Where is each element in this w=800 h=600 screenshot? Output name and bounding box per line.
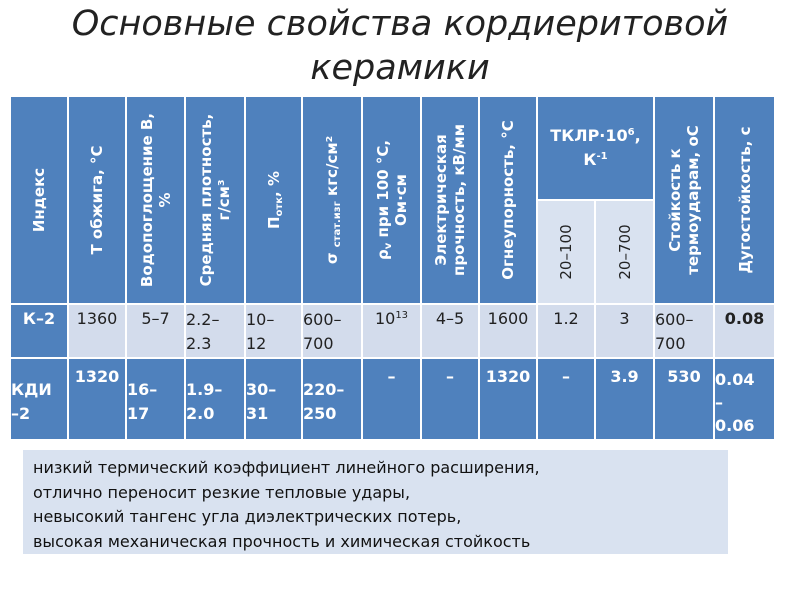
row2-firing-temp-value: 1320 xyxy=(74,367,120,386)
row1-strength-line1: 600– xyxy=(303,310,342,329)
row1-strength-line2: 700 xyxy=(303,334,334,353)
header-dielectric-line1: Электрическая xyxy=(432,134,450,266)
header-strength-sub: стат.изг xyxy=(332,201,343,248)
row1-porosity xyxy=(246,305,301,357)
header-resistivity-line2: Ом·см xyxy=(391,174,410,226)
row2-arc-line2: – xyxy=(715,392,723,412)
header-firing-temp xyxy=(69,97,125,303)
row1-resistivity-base: 10 xyxy=(374,309,396,328)
row2-water-absorption xyxy=(127,359,184,439)
row1-thermal-shock xyxy=(655,305,713,357)
row1-resistivity xyxy=(363,305,420,357)
header-porosity-main: П xyxy=(264,216,283,229)
header-tklr-line1: $ТКЛР\cdot 10^6$, xyxy=(550,126,641,145)
header-water-absorption xyxy=(127,97,184,303)
row2-index-line2: –2 xyxy=(11,404,31,423)
header-tklr-line2-main: К xyxy=(583,150,597,169)
title-line-2: керамики xyxy=(310,48,490,88)
row2-density-line2: 2.0 xyxy=(186,404,215,423)
row2-arc-line1: 0.04 xyxy=(715,369,755,389)
row2-density-line1: 1.9– xyxy=(186,380,223,399)
row1-water-absorption-value: 5–7 xyxy=(141,309,170,328)
header-tklr-range-20-700 xyxy=(596,201,653,303)
row2-tklr1-value: – xyxy=(562,367,570,386)
row2-tklr2-value: 3.9 xyxy=(610,367,639,386)
summary-line-1: низкий термический коэффициент линейного расширения, xyxy=(33,458,540,477)
row2-strength-line2: 250 xyxy=(303,404,337,423)
row2-tklr-20-700 xyxy=(596,359,653,439)
row1-resistivity-value xyxy=(375,307,408,331)
row1-density-line1: 2.2– xyxy=(186,310,220,329)
header-thermal-shock-line2: термоударам, оС xyxy=(684,125,702,275)
row2-resistivity xyxy=(363,359,420,439)
row2-water-absorption-line1: 16– xyxy=(127,380,158,399)
row1-thermal-shock-line2: 700 xyxy=(655,334,686,353)
row1-firing-temp xyxy=(69,305,125,357)
row1-tklr-20-100 xyxy=(538,305,594,357)
header-refractoriness xyxy=(480,97,536,303)
row1-tklr1-value: 1.2 xyxy=(553,309,579,328)
row2-thermal-shock-value: 530 xyxy=(667,367,701,386)
row2-strength xyxy=(303,359,361,439)
header-dielectric-strength xyxy=(422,97,478,303)
header-dielectric-line2: прочность, кВ/мм xyxy=(450,124,468,276)
header-density-line1: Средняя плотность, xyxy=(197,113,215,287)
header-arc-resistance-label: Дугостойкость, с xyxy=(735,126,754,274)
header-resistivity-main: ρ xyxy=(373,249,392,261)
row2-refractoriness-value: 1320 xyxy=(485,367,531,386)
header-tklr xyxy=(538,97,653,199)
header-index-label: Индекс xyxy=(30,167,48,233)
header-porosity-tail: , % xyxy=(264,171,283,197)
summary-line-2: отлично переносит резкие тепловые удары, xyxy=(33,482,411,502)
row2-dielectric-value: – xyxy=(446,367,454,386)
header-arc-resistance xyxy=(715,97,774,303)
header-strength-label xyxy=(323,136,341,264)
header-resistivity-line1 xyxy=(374,140,392,260)
header-density xyxy=(186,97,244,303)
row1-index-value: К–2 xyxy=(22,309,56,328)
summary-line-3: невысокий тангенс угла диэлектрических потерь, xyxy=(33,507,462,526)
row1-porosity-line1: 10– xyxy=(246,310,275,329)
row1-refractoriness-value: 1600 xyxy=(487,309,529,328)
row1-dielectric-value: 4–5 xyxy=(435,309,465,328)
row2-porosity-line1: 30– xyxy=(246,380,277,399)
row1-dielectric xyxy=(422,305,478,357)
row1-tklr2-value: 3 xyxy=(619,309,630,328)
header-firing-temp-label: Т обжига, °С xyxy=(88,145,106,255)
row2-resistivity-value: – xyxy=(387,367,396,386)
row2-index-line1: КДИ xyxy=(11,380,52,399)
header-tklr-range-20-100 xyxy=(538,201,594,303)
header-water-absorption-line1: Водопоглощение В, xyxy=(137,112,156,288)
header-tklr-range2-label: 20–700 xyxy=(615,224,634,280)
row2-strength-line1: 220– xyxy=(303,380,345,399)
row2-arc-line3: 0.06 xyxy=(715,415,755,435)
row2-index xyxy=(11,359,67,439)
header-strength xyxy=(303,97,361,303)
header-water-absorption-line2: % xyxy=(155,192,174,208)
header-tklr-line2-sup: -1 xyxy=(596,151,608,162)
row1-firing-temp-value: 1360 xyxy=(76,309,118,328)
row2-firing-temp xyxy=(69,359,125,439)
row1-arc xyxy=(715,305,774,357)
row2-tklr-20-100 xyxy=(538,359,594,439)
row1-refractoriness xyxy=(480,305,536,357)
header-porosity-sub: отк xyxy=(273,196,285,217)
header-resistivity xyxy=(363,97,420,303)
row2-porosity-line2: 31 xyxy=(246,404,269,423)
row1-strength xyxy=(303,305,361,357)
header-tklr-sup: 6 xyxy=(627,127,635,138)
header-refractoriness-label: Огнеупорность, °С xyxy=(499,120,517,280)
row2-dielectric xyxy=(422,359,478,439)
row1-tklr-20-700 xyxy=(596,305,653,357)
row1-water-absorption xyxy=(127,305,184,357)
header-density-line2: г/см³ xyxy=(215,179,233,221)
row1-resistivity-exp: 13 xyxy=(395,310,409,321)
summary-line-4: высокая механическая прочность и химическая стойкость xyxy=(33,531,531,551)
header-strength-tail: кгс/см² xyxy=(323,135,341,202)
header-index xyxy=(11,97,67,303)
header-resistivity-tail: при 100 °С, xyxy=(373,139,392,243)
row2-refractoriness xyxy=(480,359,536,439)
row2-arc xyxy=(715,359,774,439)
row2-density xyxy=(186,359,244,439)
header-tklr-range1-label: 20–100 xyxy=(557,224,575,280)
header-strength-main: σ xyxy=(323,247,341,265)
row1-porosity-line2: 12 xyxy=(246,334,267,353)
header-porosity xyxy=(246,97,301,303)
row1-density xyxy=(186,305,244,357)
row1-density-line2: 2.3 xyxy=(186,334,212,353)
header-tklr-main: ТКЛР·10 xyxy=(550,126,628,145)
row1-thermal-shock-line1: 600– xyxy=(655,310,694,329)
row1-arc-value: 0.08 xyxy=(724,309,765,328)
row2-water-absorption-line2: 17 xyxy=(127,404,150,423)
header-porosity-label xyxy=(265,171,283,229)
row1-index xyxy=(11,305,67,357)
properties-summary xyxy=(23,450,728,554)
header-thermal-shock-line1: Стойкость к xyxy=(666,148,684,252)
slide-title xyxy=(0,2,800,90)
header-tklr-line2 xyxy=(583,148,607,172)
row2-porosity xyxy=(246,359,301,439)
header-resistivity-sub: v xyxy=(382,242,394,250)
header-thermal-shock xyxy=(655,97,713,303)
title-line-1: Основные свойства кордиеритовой xyxy=(71,4,729,44)
row2-thermal-shock xyxy=(655,359,713,439)
